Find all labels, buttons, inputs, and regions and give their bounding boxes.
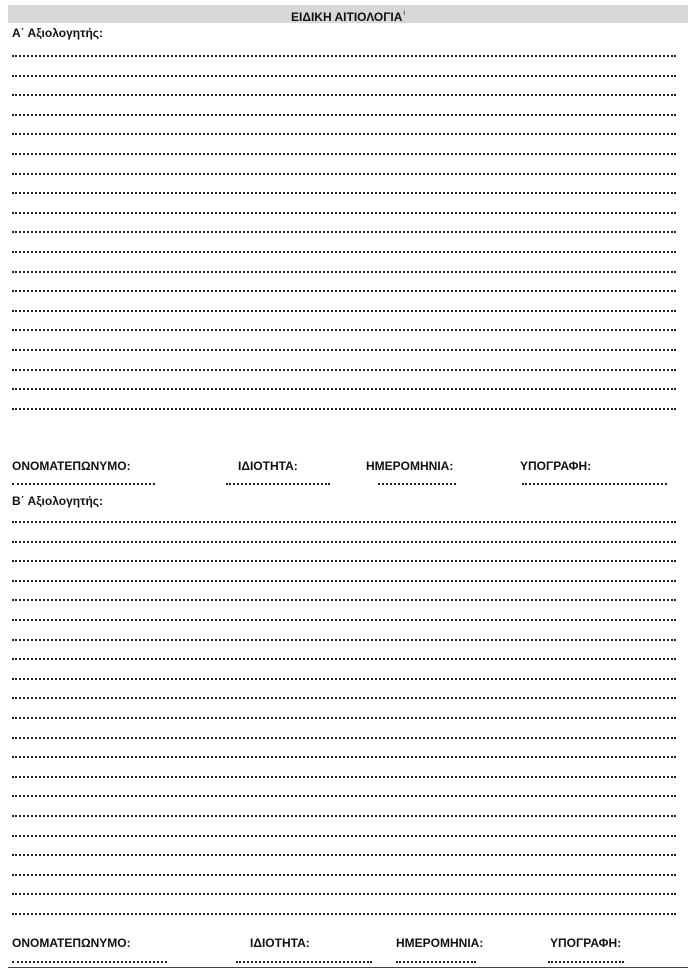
justification-line[interactable] bbox=[12, 776, 676, 778]
justification-line[interactable] bbox=[12, 737, 676, 739]
justification-line[interactable] bbox=[12, 271, 676, 273]
evaluator-b-date-field[interactable] bbox=[396, 961, 476, 963]
justification-line[interactable] bbox=[12, 795, 676, 797]
justification-line[interactable] bbox=[12, 580, 676, 582]
evaluator-a-name-label: ΟΝΟΜΑΤΕΠΩΝΥΜΟ: bbox=[12, 459, 131, 473]
justification-line[interactable] bbox=[12, 114, 676, 116]
justification-line[interactable] bbox=[12, 913, 676, 915]
justification-line[interactable] bbox=[12, 541, 676, 543]
justification-line[interactable] bbox=[12, 153, 676, 155]
justification-line[interactable] bbox=[12, 75, 676, 77]
justification-line[interactable] bbox=[12, 388, 676, 390]
justification-line[interactable] bbox=[12, 94, 676, 96]
evaluator-a-capacity-field[interactable] bbox=[226, 483, 330, 485]
justification-line[interactable] bbox=[12, 369, 676, 371]
evaluator-a-signature-field[interactable] bbox=[522, 483, 667, 485]
justification-line[interactable] bbox=[12, 658, 676, 660]
evaluator-b-signature-label: ΥΠΟΓΡΑΦΗ: bbox=[550, 936, 622, 950]
evaluator-b-name-field[interactable] bbox=[12, 961, 167, 963]
justification-line[interactable] bbox=[12, 212, 676, 214]
justification-line[interactable] bbox=[12, 192, 676, 194]
justification-line[interactable] bbox=[12, 290, 676, 292]
justification-line[interactable] bbox=[12, 408, 676, 410]
evaluator-a-date-label: ΗΜΕΡΟΜΗΝΙΑ: bbox=[366, 459, 454, 473]
justification-line[interactable] bbox=[12, 251, 676, 253]
justification-line[interactable] bbox=[12, 599, 676, 601]
evaluator-a-date-field[interactable] bbox=[378, 483, 456, 485]
justification-line[interactable] bbox=[12, 639, 676, 641]
justification-line[interactable] bbox=[12, 619, 676, 621]
justification-line[interactable] bbox=[12, 697, 676, 699]
form-title bbox=[8, 5, 688, 23]
evaluator-b-capacity-field[interactable] bbox=[236, 961, 372, 963]
justification-line[interactable] bbox=[12, 815, 676, 817]
justification-line[interactable] bbox=[12, 893, 676, 895]
page-bottom-rule bbox=[8, 967, 688, 968]
justification-line[interactable] bbox=[12, 835, 676, 837]
justification-line[interactable] bbox=[12, 55, 676, 57]
evaluator-b-name-label: ΟΝΟΜΑΤΕΠΩΝΥΜΟ: bbox=[12, 936, 131, 950]
justification-line[interactable] bbox=[12, 717, 676, 719]
evaluator-b-label: Β΄ Αξιολογητής: bbox=[12, 494, 104, 508]
justification-line[interactable] bbox=[12, 231, 676, 233]
justification-line[interactable] bbox=[12, 854, 676, 856]
justification-line[interactable] bbox=[12, 756, 676, 758]
form-title-text: ΕΙΔΙΚΗ ΑΙΤΙΟΛΟΓΙΑ bbox=[291, 10, 403, 24]
justification-line[interactable] bbox=[12, 133, 676, 135]
justification-line[interactable] bbox=[12, 521, 676, 523]
footnote-marker: i bbox=[403, 10, 405, 17]
evaluator-a-label: Α΄ Αξιολογητής: bbox=[12, 26, 104, 40]
justification-line[interactable] bbox=[12, 678, 676, 680]
evaluator-a-capacity-label: ΙΔΙΟΤΗΤΑ: bbox=[238, 459, 298, 473]
evaluator-b-signature-field[interactable] bbox=[548, 961, 624, 963]
evaluator-a-name-field[interactable] bbox=[12, 483, 155, 485]
justification-line[interactable] bbox=[12, 560, 676, 562]
evaluator-b-capacity-label: ΙΔΙΟΤΗΤΑ: bbox=[250, 936, 310, 950]
evaluator-b-date-label: ΗΜΕΡΟΜΗΝΙΑ: bbox=[396, 936, 484, 950]
justification-line[interactable] bbox=[12, 173, 676, 175]
justification-line[interactable] bbox=[12, 310, 676, 312]
justification-line[interactable] bbox=[12, 874, 676, 876]
justification-line[interactable] bbox=[12, 349, 676, 351]
justification-line[interactable] bbox=[12, 329, 676, 331]
evaluator-a-signature-label: ΥΠΟΓΡΑΦΗ: bbox=[520, 459, 592, 473]
